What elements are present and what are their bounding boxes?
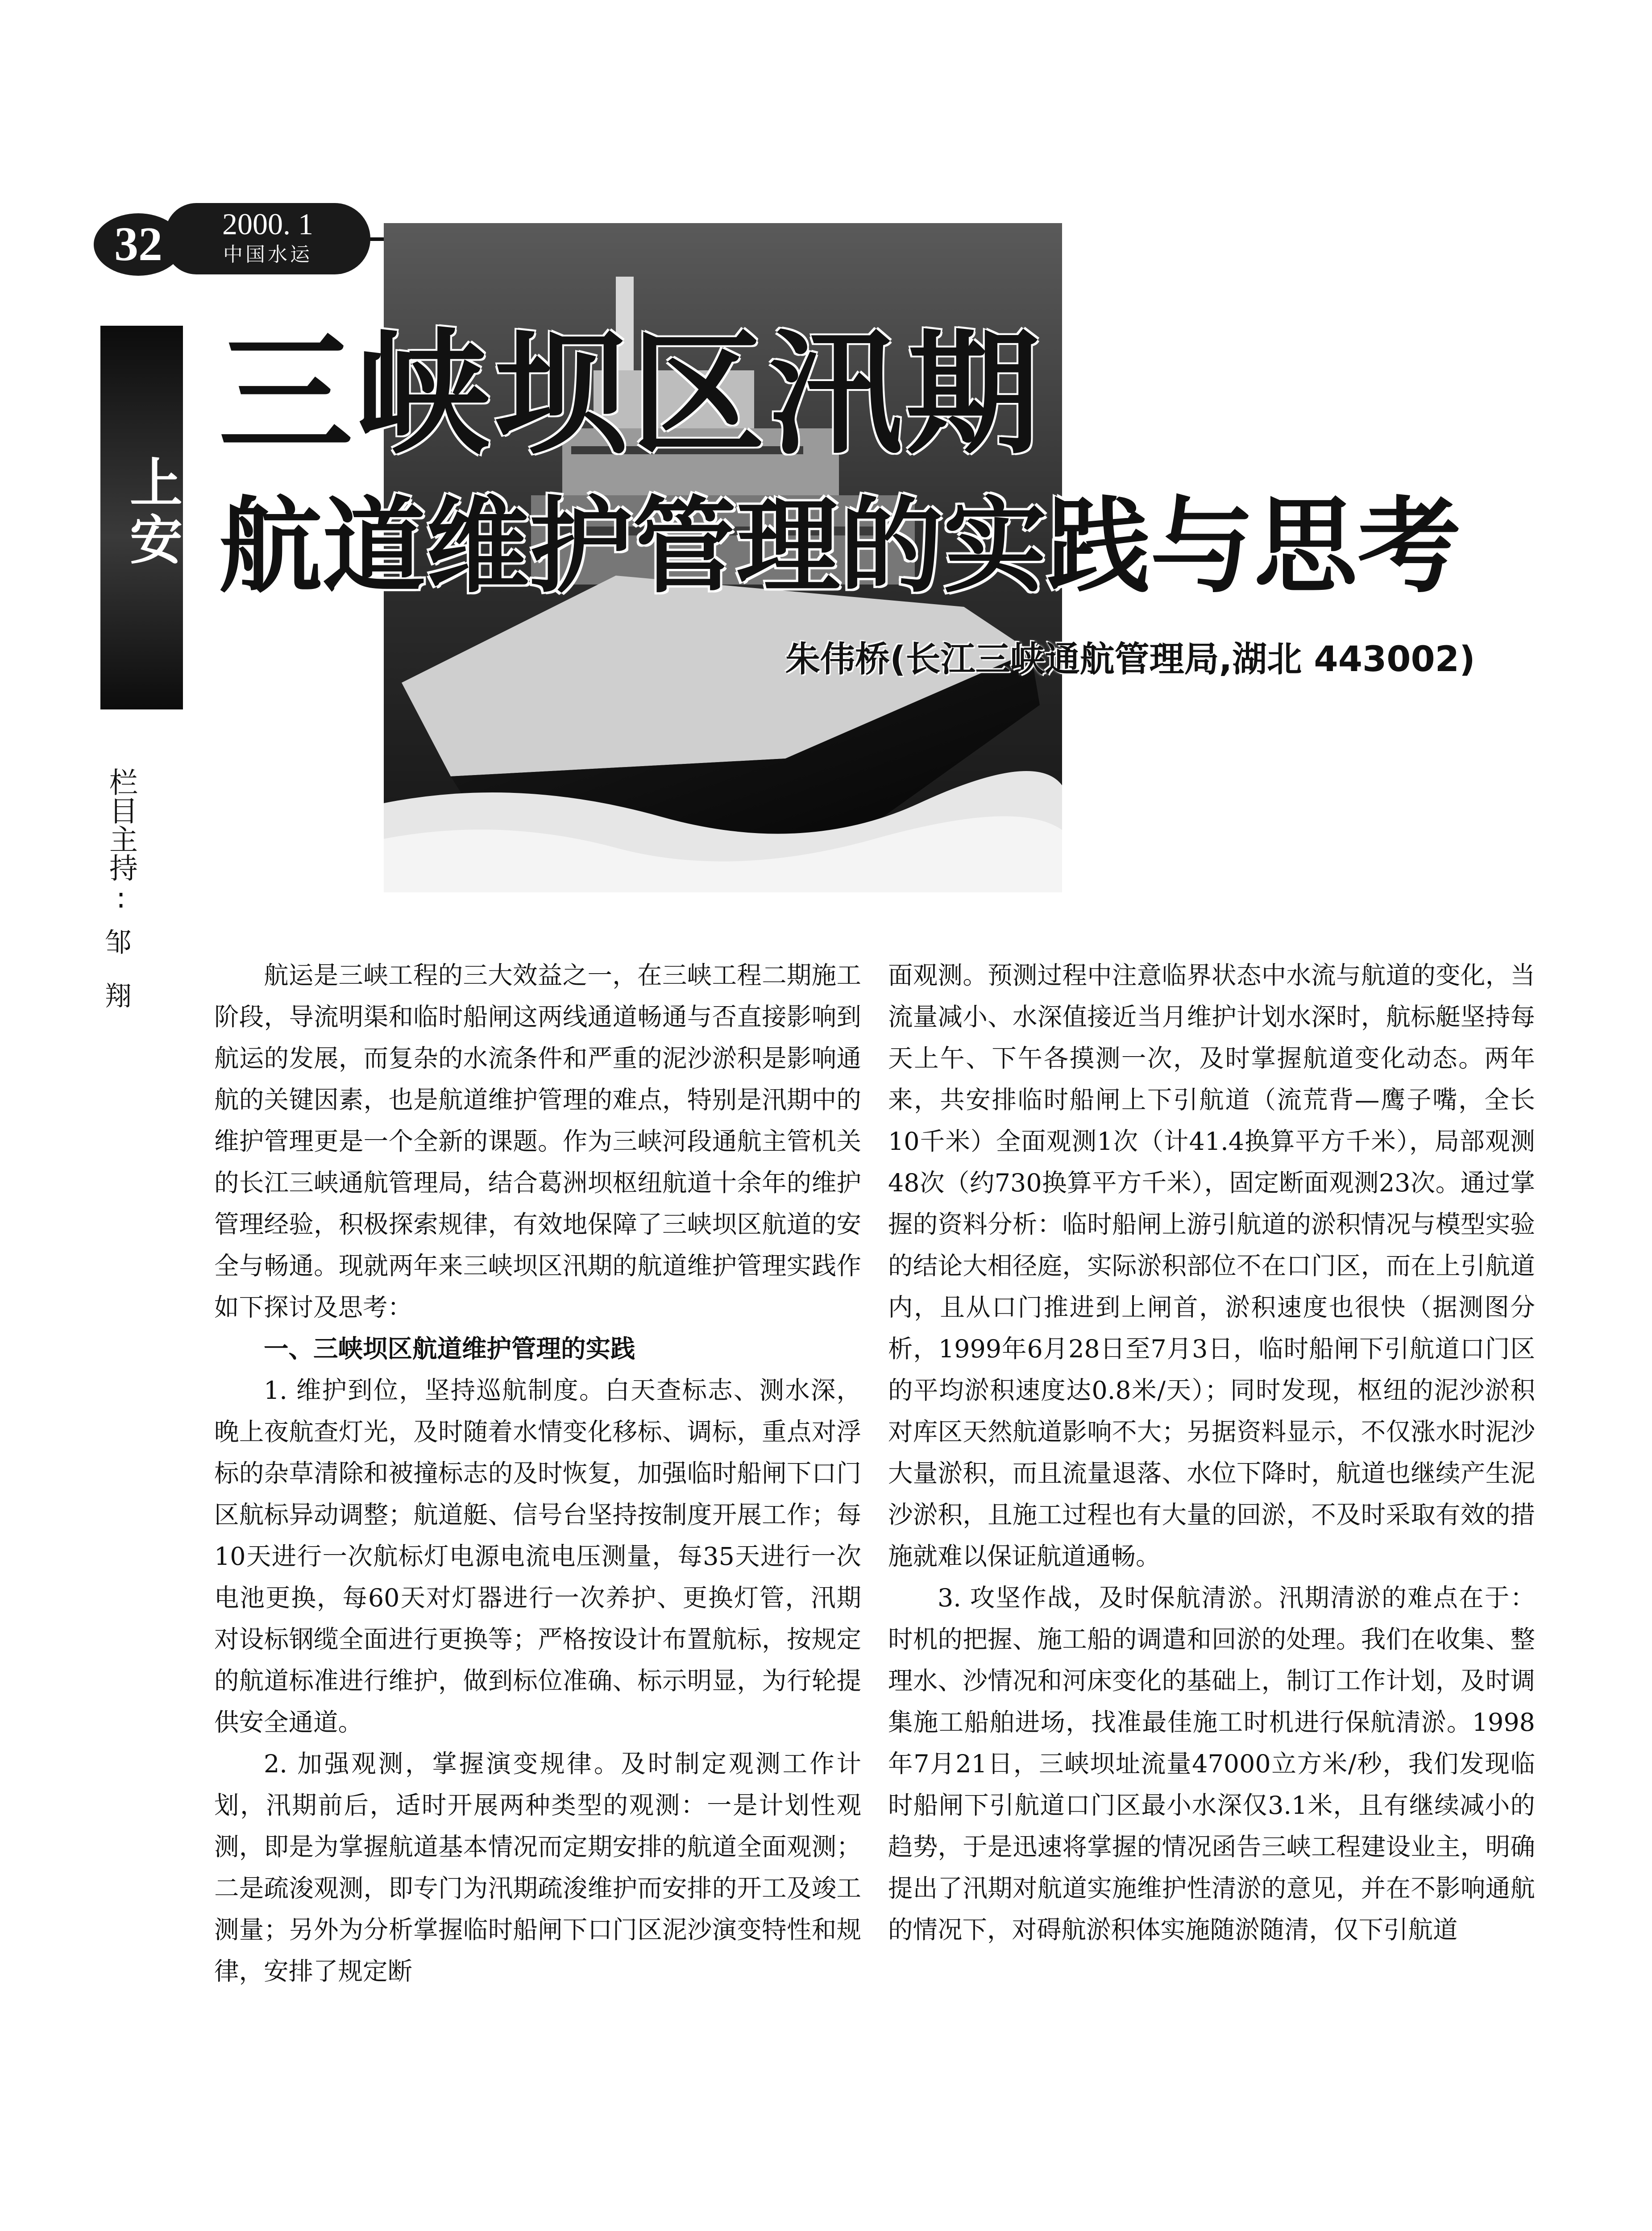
- body-column-left: [214, 955, 861, 1992]
- page-number: 32: [94, 213, 183, 276]
- paragraph-1: 1. 维护到位，坚持巡航制度。白天查标志、测水深，晚上夜航查灯光，及时随着水情变化移标、调标，重点对浮标的杂草清除和被撞标志的及时恢复，加强临时船闸下口门区航标异动调整；航道艇、信号台坚持按制度开展工作；每10天进行一次航标灯电源电流电压测量，每35天进行一次电池更换，每60天对灯器进行一次养护、更换灯管，汛期对设标钢缆全面进行更换等；严格按设计布置航标，按规定的航道标准进行维护，做到标位准确、标示明显，为行轮提供安全通道。: [214, 1376, 861, 1737]
- body-column-right: [888, 955, 1535, 1951]
- publication-name: 中国水运: [223, 243, 312, 266]
- paragraph-2-end: 面观测。预测过程中注意临界状态中水流与航道的变化，当流量减小、水深值接近当月维护计划水深时，航标艇坚持每天上午、下午各摸测一次，及时掌握航道变化动态。两年来，共安排临时船闸上下引航道（流荒背—鹰子嘴，全长10千米）全面观测1次（计41.4换算平方千米），局部观测48次（约730换算平方千米），固定断面观测23次。通过掌握的资料分析：临时船闸上游引航道的淤积情况与模型实验的结论大相径庭，实际淤积部位不在口门区，而在上引航道内，且从口门推进到上闸首，淤积速度也很快（据测图分析，1999年6月28日至7月3日，临时船闸下引航道口门区的平均淤积速度达0.8米/天）；同时发现，枢纽的泥沙淤积对库区天然航道影响不大；另据资料显示，不仅涨水时泥沙大量淤积，而且流量退落、水位下降时，航道也继续产生泥沙淤积，且施工过程也有大量的回淤，不及时采取有效的措施就难以保证航道通畅。: [888, 961, 1535, 1571]
- column-host-name: 邹翔: [100, 928, 132, 1035]
- issue-date: 2000. 1: [222, 207, 313, 241]
- author-byline: 朱伟桥(长江三峡通航管理局,湖北 443002): [785, 639, 1475, 680]
- column-host-label: 栏目主持:: [104, 767, 137, 915]
- section-heading: 一、三峡坝区航道维护管理的实践: [264, 1335, 635, 1364]
- article-subtitle: 航道维护管理的实践与思考: [219, 486, 1461, 607]
- paragraph-2-start: 2. 加强观测，掌握演变规律。及时制定观测工作计划，汛期前后，适时开展两种类型的观测：一是计划性观测，即是为掌握航道基本情况而定期安排的航道全面观测；二是疏浚观测，即专门为汛期疏浚维护而安排的开工及竣工测量；另外为分析掌握临时船闸下口门区泥沙演变特性和规律，安排了规定断: [214, 1750, 861, 1986]
- column-tab-label: 上安: [121, 455, 183, 569]
- article-title: 三峡坝区汛期: [219, 317, 1043, 473]
- paragraph-3: 3. 攻坚作战，及时保航清淤。汛期清淤的难点在于：时机的把握、施工船的调遣和回淤的处理。我们在收集、整理水、沙情况和河床变化的基础上，制订工作计划，及时调集施工船舶进场，找准最佳施工时机进行保航清淤。1998年7月21日，三峡坝址流量47000立方米/秒，我们发现临时船闸下引航道口门区最小水深仅3.1米，且有继续减小的趋势，于是迅速将掌握的情况函告三峡工程建设业主，明确提出了汛期对航道实施维护性清淤的意见，并在不影响通航的情况下，对碍航淤积体实施随淤随清，仅下引航道: [888, 1584, 1535, 1945]
- issue-badge: [165, 203, 370, 274]
- intro-paragraph: 航运是三峡工程的三大效益之一，在三峡工程二期施工阶段，导流明渠和临时船闸这两线通道畅通与否直接影响到航运的发展，而复杂的水流条件和严重的泥沙淤积是影响通航的关键因素，也是航道维护管理的难点，特别是汛期中的维护管理更是一个全新的课题。作为三峡河段通航主管机关的长江三峡通航管理局，结合葛洲坝枢纽航道十余年的维护管理经验，积极探索规律，有效地保障了三峡坝区航道的安全与畅通。现就两年来三峡坝区汛期的航道维护管理实践作如下探讨及思考：: [214, 961, 861, 1322]
